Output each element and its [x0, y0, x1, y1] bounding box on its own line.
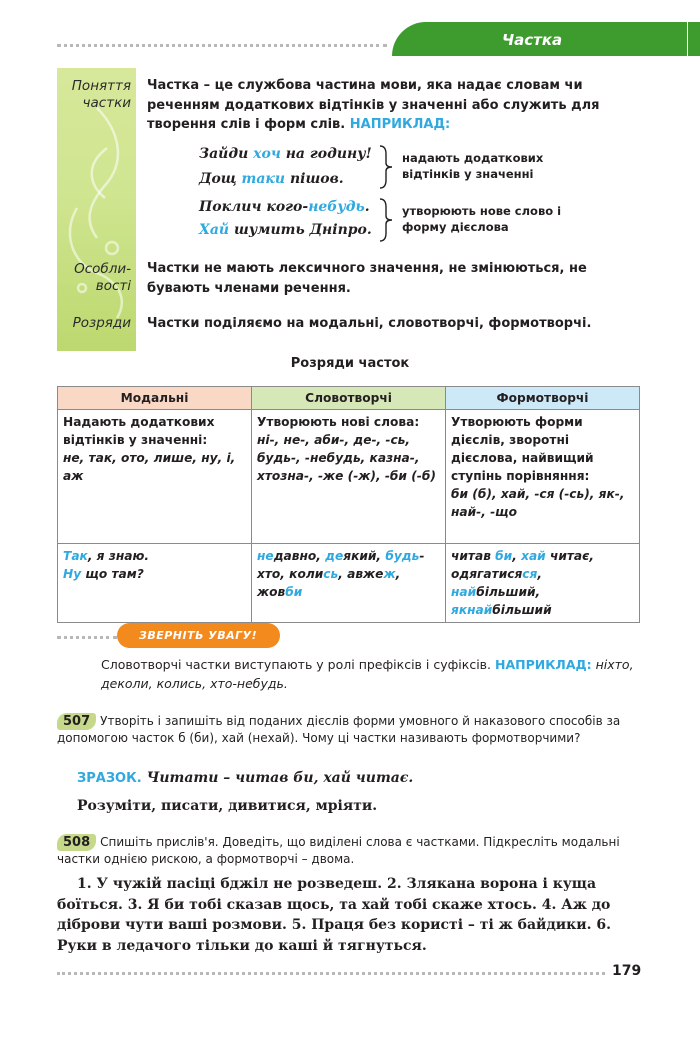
section-tab	[392, 22, 687, 56]
example-line	[63, 547, 246, 565]
example-text: , я знаю.	[87, 549, 149, 563]
table-cell	[252, 544, 446, 623]
formative-examples	[451, 547, 634, 619]
table-header-row	[58, 387, 640, 410]
section-tab-edge	[688, 22, 700, 56]
example-text: більший	[492, 603, 552, 617]
particle-highlight: таки	[241, 171, 286, 187]
example-text: , жов	[257, 567, 401, 599]
cell-list: не, так, ото, лише, ну, і, аж	[63, 451, 236, 483]
example-line: Поклич кого-небудь.	[199, 199, 370, 215]
features-text: Частки не мають лексичного значення, не змінюються, не бувають членами речення.	[147, 261, 587, 296]
brace	[378, 197, 394, 243]
footer-dotted-line	[57, 972, 605, 975]
exercise-507	[57, 713, 642, 747]
section-title: Частка	[502, 31, 563, 49]
brace	[378, 144, 394, 190]
exercise-number: 507	[57, 713, 96, 730]
definition	[147, 76, 642, 135]
particle-highlight: Так	[63, 549, 88, 563]
example-text: -хто, коли	[257, 549, 425, 581]
example-text: який,	[343, 549, 386, 563]
exercise-sample	[77, 768, 642, 790]
table-row	[58, 544, 640, 623]
particle-highlight: Хай	[199, 222, 230, 238]
attention-dotted-line	[57, 636, 117, 639]
group-note: утворюють нове слово і форму дієслова	[402, 204, 562, 234]
example-line: Дощ таки пішов.	[199, 171, 344, 187]
label-categories: Розряди	[72, 315, 131, 331]
exercise-508	[57, 834, 642, 868]
particle-highlight: Ну	[63, 567, 82, 581]
exercise-number: 508	[57, 834, 96, 851]
example-line: Зайди хоч на годину!	[199, 146, 372, 162]
proverbs-text: 1. У чужій пасіці бджіл не розведеш. 2. Злякана ворона і куща боїться. 3. Я би тобі сказав щось, та хай тобі скаже хтось. 4. Аж до діброви чути ваші розмови. 5. Праця без користі – ті ж байдики. 6. Руки в ледачого тільки до каші й тягнуться.	[57, 876, 612, 954]
particle-highlight: будь	[385, 549, 420, 563]
sample-text: Читати – читав би, хай читає.	[146, 770, 414, 786]
cell-description: Надають додаткових відтінків у значенні:	[63, 415, 215, 447]
particle-highlight: небудь	[308, 199, 365, 215]
particle-highlight: хоч	[253, 146, 281, 162]
table-header: Словотворчі	[252, 387, 446, 410]
example-text: читає, одягатися	[451, 549, 595, 581]
table-cell	[58, 410, 252, 544]
label-concept: Поняття частки	[71, 78, 131, 111]
example-line	[63, 565, 246, 583]
attention-rule: Словотворчі частки виступають у ролі префіксів і суфіксів.	[101, 657, 492, 672]
particle-highlight: би	[285, 585, 303, 599]
table-cell	[252, 410, 446, 544]
page-number: 179	[612, 963, 642, 979]
theory-side-panel	[57, 68, 136, 351]
table-header: Формотворчі	[446, 387, 640, 410]
attention-examples: ніхто, деколи, колись, хто-небудь.	[101, 657, 634, 691]
example-text: більший,	[476, 585, 541, 599]
exercise-words: Розуміти, писати, дивитися, мріяти.	[77, 798, 378, 814]
example-marker: НАПРИКЛАД:	[349, 117, 451, 132]
particle-highlight: не	[257, 549, 274, 563]
table-header: Модальні	[58, 387, 252, 410]
particle-highlight: би	[495, 549, 513, 563]
attention-badge: ЗВЕРНІТЬ УВАГУ!	[117, 623, 280, 648]
table-title: Розряди часток	[290, 356, 410, 371]
definition-text: Частка – це службова частина мови, яка надає словам чи реченням додаткових відтінків у значенні або служить для творення слів і форм слів.	[147, 78, 600, 132]
example-text: ,	[537, 567, 542, 581]
header-dotted-line	[57, 44, 387, 47]
cell-description: Утворюють форми дієслів, зворотні дієслова, найвищий ступінь порівняння:	[451, 415, 594, 483]
particle-highlight: де	[325, 549, 344, 563]
example-text: читав	[451, 549, 496, 563]
table-cell	[58, 544, 252, 623]
particle-highlight: хай	[521, 549, 546, 563]
example-line: Хай шумить Дніпро.	[199, 222, 372, 238]
label-features: Особли-вості	[74, 261, 131, 294]
cell-list: би (б), хай, -ся (-сь), як-, най-, -що	[451, 487, 625, 519]
group-note: надають додаткових відтінків у значенні	[402, 151, 544, 181]
example-text: , авже	[338, 567, 384, 581]
cell-description: Утворюють нові слова:	[257, 415, 420, 429]
table-cell	[446, 410, 640, 544]
modal-examples	[63, 547, 246, 583]
table-row	[58, 410, 640, 544]
cell-list: ні-, не-, аби-, де-, -сь, будь-, -небудь, казна-, хтозна-, -же (-ж), -би (-б)	[257, 433, 436, 483]
exercise-task: Спишіть прислів'я. Доведіть, що виділені слова є частками. Підкресліть модальні частки однією рискою, а формотворчі – двома.	[57, 835, 620, 866]
particle-highlight: ж	[383, 567, 396, 581]
wordform-examples	[257, 547, 440, 601]
particles-table	[57, 386, 640, 623]
particle-highlight: якнай	[451, 603, 493, 617]
attention-marker: НАПРИКЛАД:	[495, 657, 592, 672]
example-text: ,	[512, 549, 522, 563]
sample-marker: ЗРАЗОК.	[77, 771, 142, 786]
table-cell	[446, 544, 640, 623]
attention-text	[101, 655, 641, 693]
particle-highlight: ся	[522, 567, 538, 581]
particle-highlight: сь	[323, 567, 339, 581]
categories-text: Частки поділяємо на модальні, словотворчі, формотворчі.	[147, 316, 592, 331]
example-text: давно,	[273, 549, 326, 563]
example-text: що там?	[81, 567, 144, 581]
particle-highlight: най	[451, 585, 477, 599]
exercise-task: Утворіть і запишіть від поданих дієслів форми умовного й наказового способів за допомогою часток б (би), хай (нехай). Чому ці частки називають формотворчими?	[57, 714, 621, 745]
